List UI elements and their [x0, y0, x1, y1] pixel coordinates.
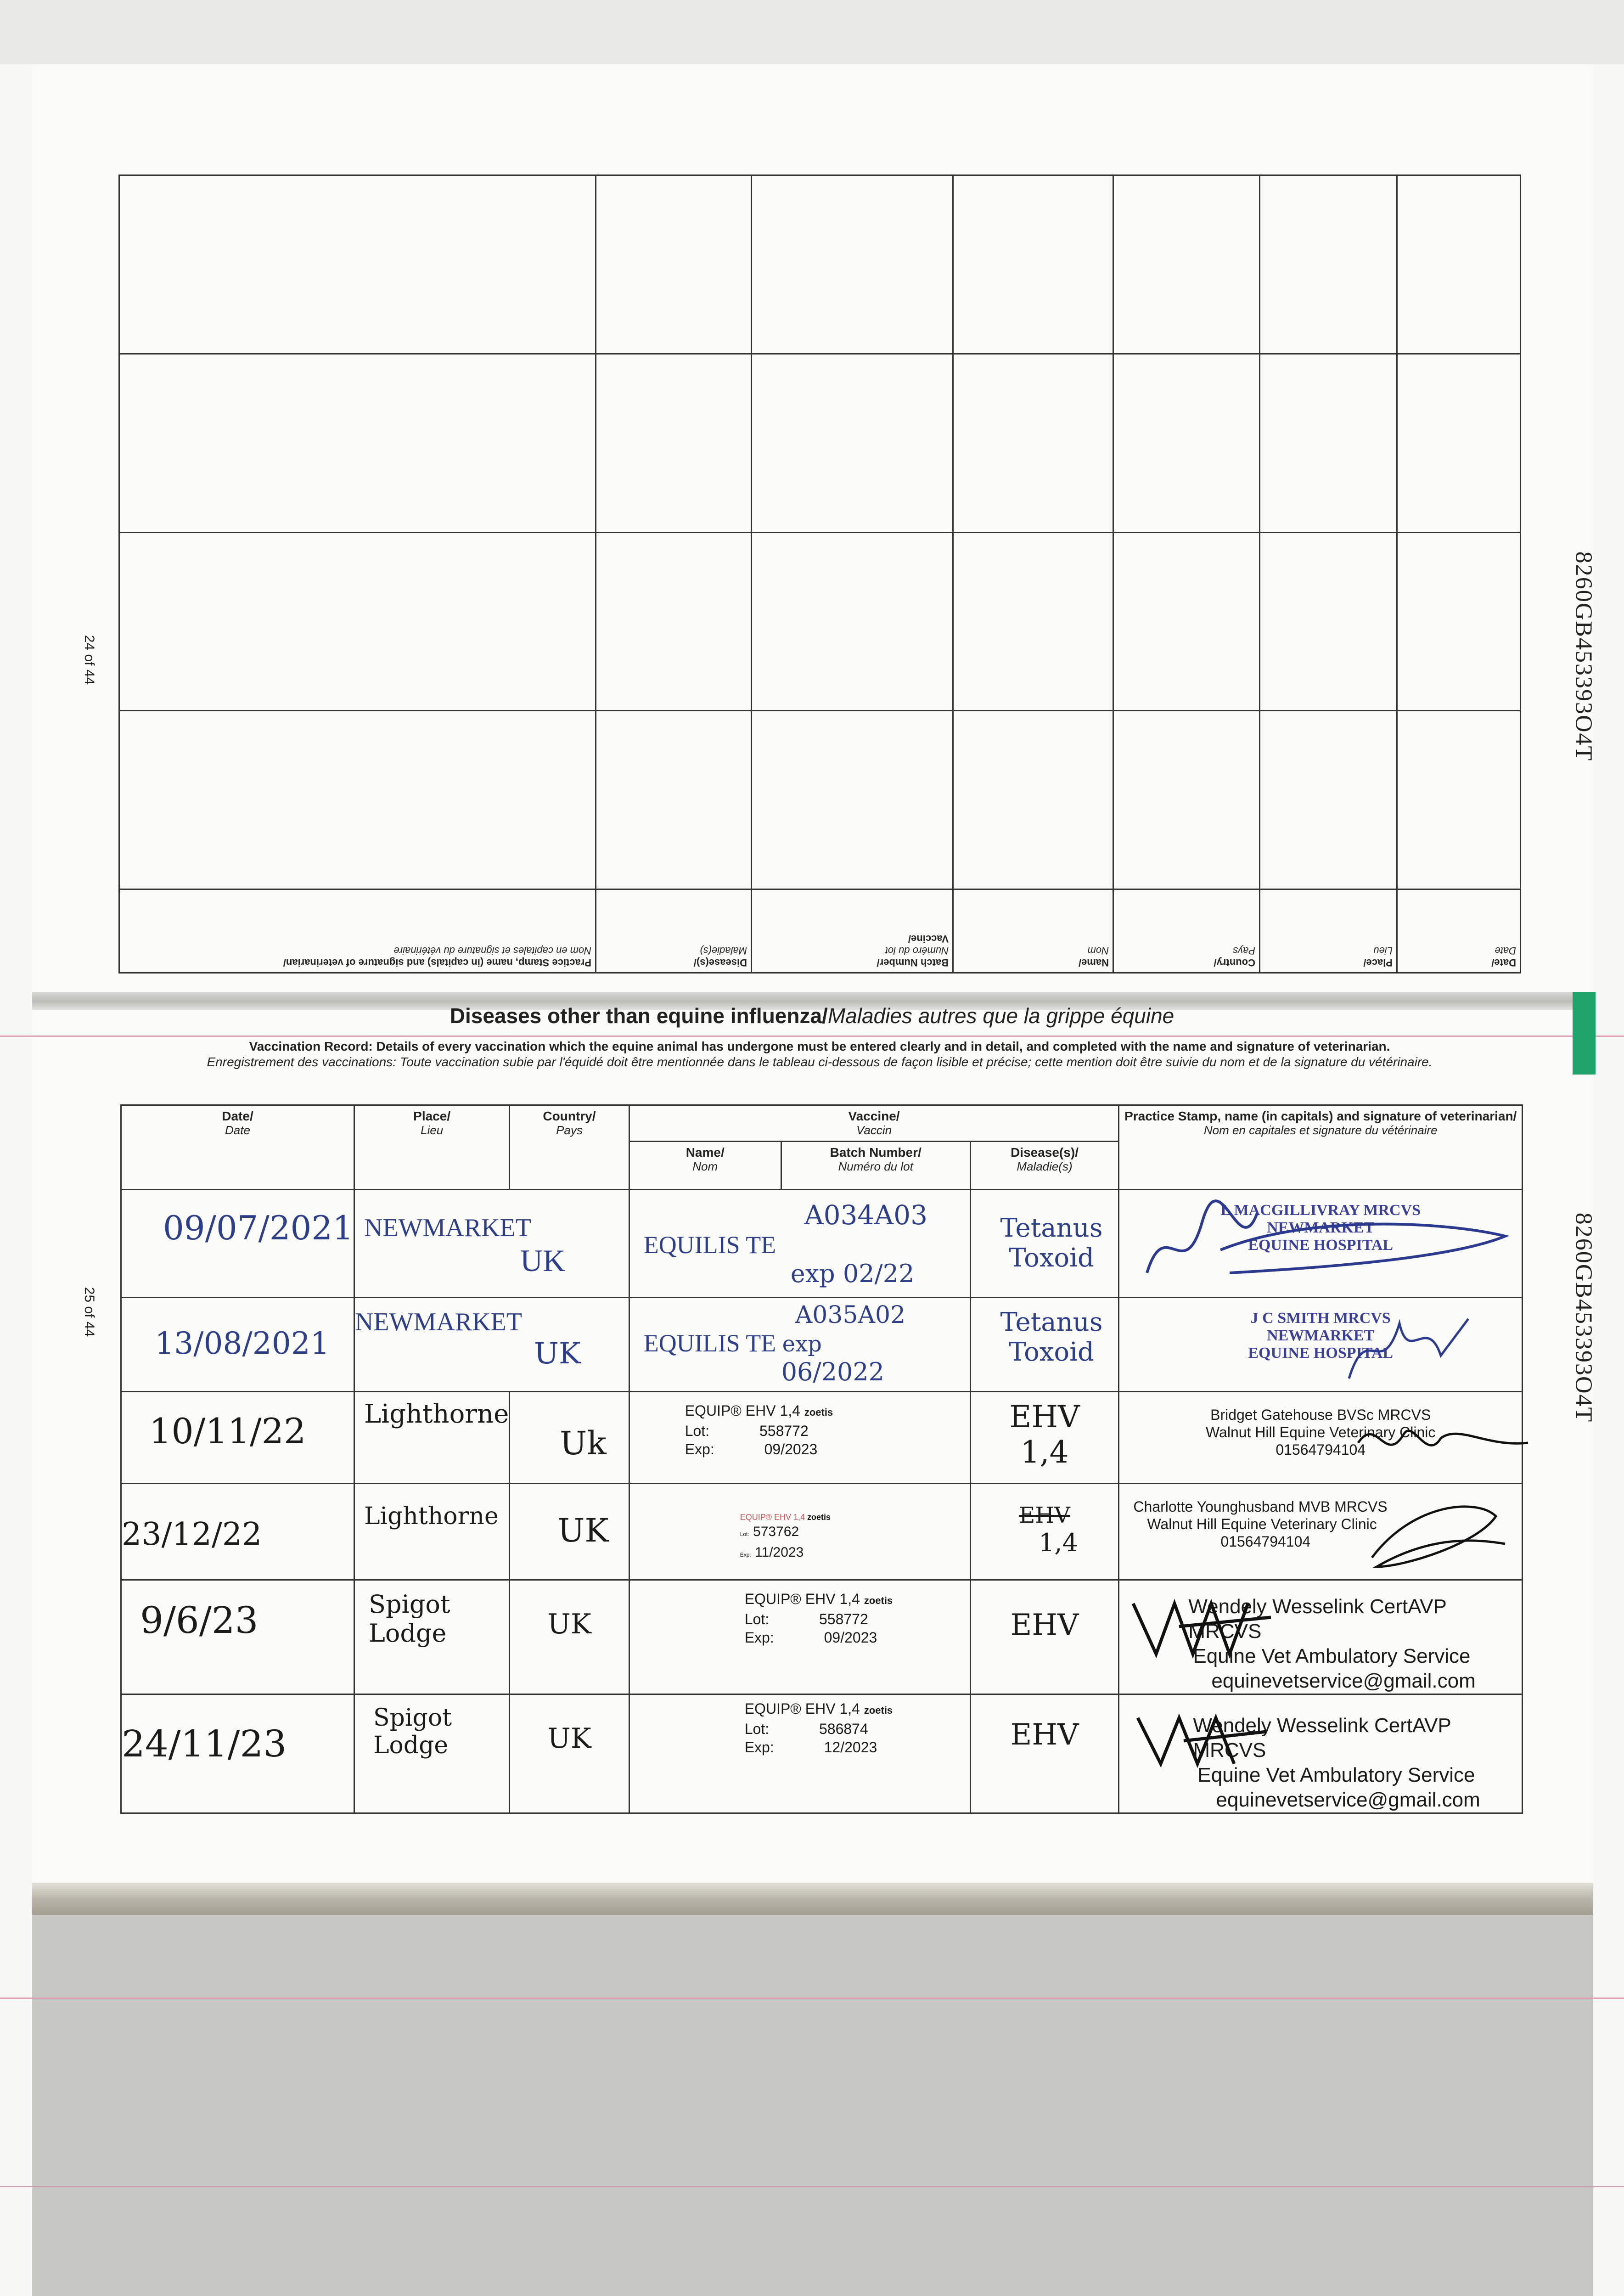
disease-cell: Tetanus Toxoid [970, 1298, 1119, 1392]
empty-cell [1113, 711, 1260, 889]
lower-page-number: 25 of 44 [82, 1287, 97, 1337]
disease-cell: EHV 1,4 [970, 1484, 1119, 1580]
empty-cell [596, 354, 752, 532]
empty-cell [1260, 175, 1397, 354]
disease-cell: EHV 1,4 [970, 1392, 1119, 1484]
place-country-cell: NEWMARKET UK [354, 1298, 629, 1392]
header-date: Date/ Date [121, 1105, 354, 1190]
date-cell: 24/11/23 [121, 1694, 354, 1813]
empty-cell [1397, 711, 1521, 889]
empty-cell [752, 354, 953, 532]
empty-cell [1113, 354, 1260, 532]
table-row [121, 1694, 1523, 1813]
disease-cell: EHV [970, 1580, 1119, 1694]
vaccine-label-cell: EQUIP® EHV 1,4 zoetis Lot: 558772 Exp: 09/2023 [629, 1392, 970, 1484]
place-cell: Lighthorne [354, 1484, 509, 1580]
instructions: Vaccination Record: Details of every vaccination which the equine animal has undergone must be entered clearly and in detail, and completed with the name and signature of veterinarian. Enregistrement des vaccinations: Toute vaccination subie par l'équidé doit être mentionnée dans le tableau ci-dessous de façon lisible et précise; cette mention doit être suivie du nom et de la signature du vétérinaire. [207, 1039, 1433, 1069]
stamp-cell: L MACGILLIVRAY MRCVS NEWMARKET EQUINE HOSPITAL [1119, 1190, 1523, 1298]
header-country: Country/ Pays [1113, 889, 1260, 973]
empty-cell [119, 175, 596, 354]
vaccine-label-cell: EQUIP® EHV 1,4 zoetis Lot: 586874 Exp: 12/2023 [629, 1694, 970, 1813]
signature-icon [1340, 1300, 1478, 1388]
table-row [121, 1392, 1523, 1484]
vaccine-label-cell: EQUIP® EHV 1,4 zoetis Lot: 558772 Exp: 09/2023 [629, 1580, 970, 1694]
disease-cell: EHV [970, 1694, 1119, 1813]
empty-cell [119, 532, 596, 711]
upper-serial-number: 8260GB453393O4T [1570, 551, 1597, 762]
signature-icon [1129, 1704, 1280, 1773]
header-vaccine: Vaccine/ Vaccin [629, 1105, 1119, 1142]
country-cell: UK [510, 1694, 629, 1813]
empty-cell [119, 711, 596, 889]
empty-cell [953, 175, 1113, 354]
table-row [121, 1484, 1523, 1580]
empty-cell [953, 532, 1113, 711]
empty-cell [1260, 354, 1397, 532]
stamp-cell: Wendely Wesselink CertAVP MRCVS Equine Vet Ambulatory Service equinevetservice@gmail.com [1119, 1694, 1523, 1813]
empty-cell [1397, 532, 1521, 711]
signature-icon [1129, 1195, 1523, 1291]
scan-top-edge [0, 0, 1624, 64]
header-batch: Batch Number/ Numéro du lot Vaccine/ [752, 889, 953, 973]
empty-cell [1397, 354, 1521, 532]
country-cell: UK [510, 1484, 629, 1580]
header-name: Name/ Nom [953, 889, 1113, 973]
empty-cell [1260, 532, 1397, 711]
stamp-cell: J C SMITH MRCVS NEWMARKET EQUINE HOSPITAL [1119, 1298, 1523, 1392]
vaccine-batch-cell: A035A02 EQUILIS TE exp 06/2022 [629, 1298, 970, 1392]
empty-cell [596, 175, 752, 354]
vaccination-table [120, 1104, 1523, 1814]
cover-edge [32, 1883, 1593, 1915]
date-cell: 23/12/22 [121, 1484, 354, 1580]
date-cell: 9/6/23 [121, 1580, 354, 1694]
upper-page-number: 24 of 44 [82, 635, 97, 685]
passport-back-cover [32, 1883, 1593, 2296]
place-cell: Spigot Lodge [354, 1694, 509, 1813]
header-place: Place/ Lieu [354, 1105, 509, 1190]
lower-serial-number: 8260GB453393O4T [1570, 1212, 1597, 1423]
empty-cell [1113, 175, 1260, 354]
empty-cell [953, 354, 1113, 532]
disease-cell: Tetanus Toxoid [970, 1190, 1119, 1298]
header-disease: Disease(s)/ Maladie(s) [970, 1142, 1119, 1190]
empty-cell [953, 711, 1113, 889]
upper-vaccination-table [118, 174, 1521, 974]
empty-cell [119, 354, 596, 532]
page-rule [0, 1035, 1624, 1037]
table-row [121, 1580, 1523, 1694]
empty-cell [752, 711, 953, 889]
date-cell: 09/07/2021 [121, 1190, 354, 1298]
empty-cell [596, 532, 752, 711]
stamp-cell: Charlotte Younghusband MVB MRCVS Walnut Hill Equine Veterinary Clinic 01564794104 [1119, 1484, 1523, 1580]
empty-cell [1113, 532, 1260, 711]
place-cell: Spigot Lodge [354, 1580, 509, 1694]
header-date: Date/ Date [1397, 889, 1521, 973]
header-batch: Batch Number/ Numéro du lot [781, 1142, 970, 1190]
stamp-cell: Bridget Gatehouse BVSc MRCVS Walnut Hill Equine Veterinary Clinic 01564794104 [1119, 1392, 1523, 1484]
header-stamp: Practice Stamp, name (in capitals) and signature of veterinarian/ Nom en capitales et signature du vétérinaire [119, 889, 596, 973]
empty-cell [752, 175, 953, 354]
vaccine-label-cell: EQUIP® EHV 1,4 zoetis Lot: 573762 Exp: 11/2023 [629, 1484, 970, 1580]
place-cell: Lighthorne [354, 1392, 509, 1484]
country-cell: UK [510, 1580, 629, 1694]
empty-cell [1260, 711, 1397, 889]
section-title: Diseases other than equine influenza/Maladies autres que la grippe équine [450, 1004, 1174, 1028]
signature-icon [1358, 1489, 1514, 1576]
stamp-cell: Wendely Wesselink CertAVP MRCVS Equine Vet Ambulatory Service equinevetservice@gmail.com [1119, 1580, 1523, 1694]
signature-icon [1124, 1585, 1276, 1663]
vaccine-batch-cell: A034A03 EQUILIS TE exp 02/22 [629, 1190, 970, 1298]
cover-rule [0, 1998, 1624, 1999]
header-stamp: Practice Stamp, name (in capitals) and signature of veterinarian/ Nom en capitales et signature du vétérinaire [1119, 1105, 1523, 1190]
table-row [121, 1190, 1523, 1298]
country-cell: Uk [510, 1392, 629, 1484]
header-place: Place/ Lieu [1260, 889, 1397, 973]
table-row [121, 1298, 1523, 1392]
signature-icon [1349, 1411, 1533, 1470]
date-cell: 13/08/2021 [121, 1298, 354, 1392]
empty-cell [752, 532, 953, 711]
cover-rule [0, 2186, 1624, 2187]
header-country: Country/ Pays [510, 1105, 629, 1190]
empty-cell [1397, 175, 1521, 354]
header-disease: Disease(s)/ Maladie(s) [596, 889, 752, 973]
empty-cell [596, 711, 752, 889]
date-cell: 10/11/22 [121, 1392, 354, 1484]
place-country-cell: NEWMARKET UK [354, 1190, 629, 1298]
header-name: Name/ Nom [629, 1142, 781, 1190]
